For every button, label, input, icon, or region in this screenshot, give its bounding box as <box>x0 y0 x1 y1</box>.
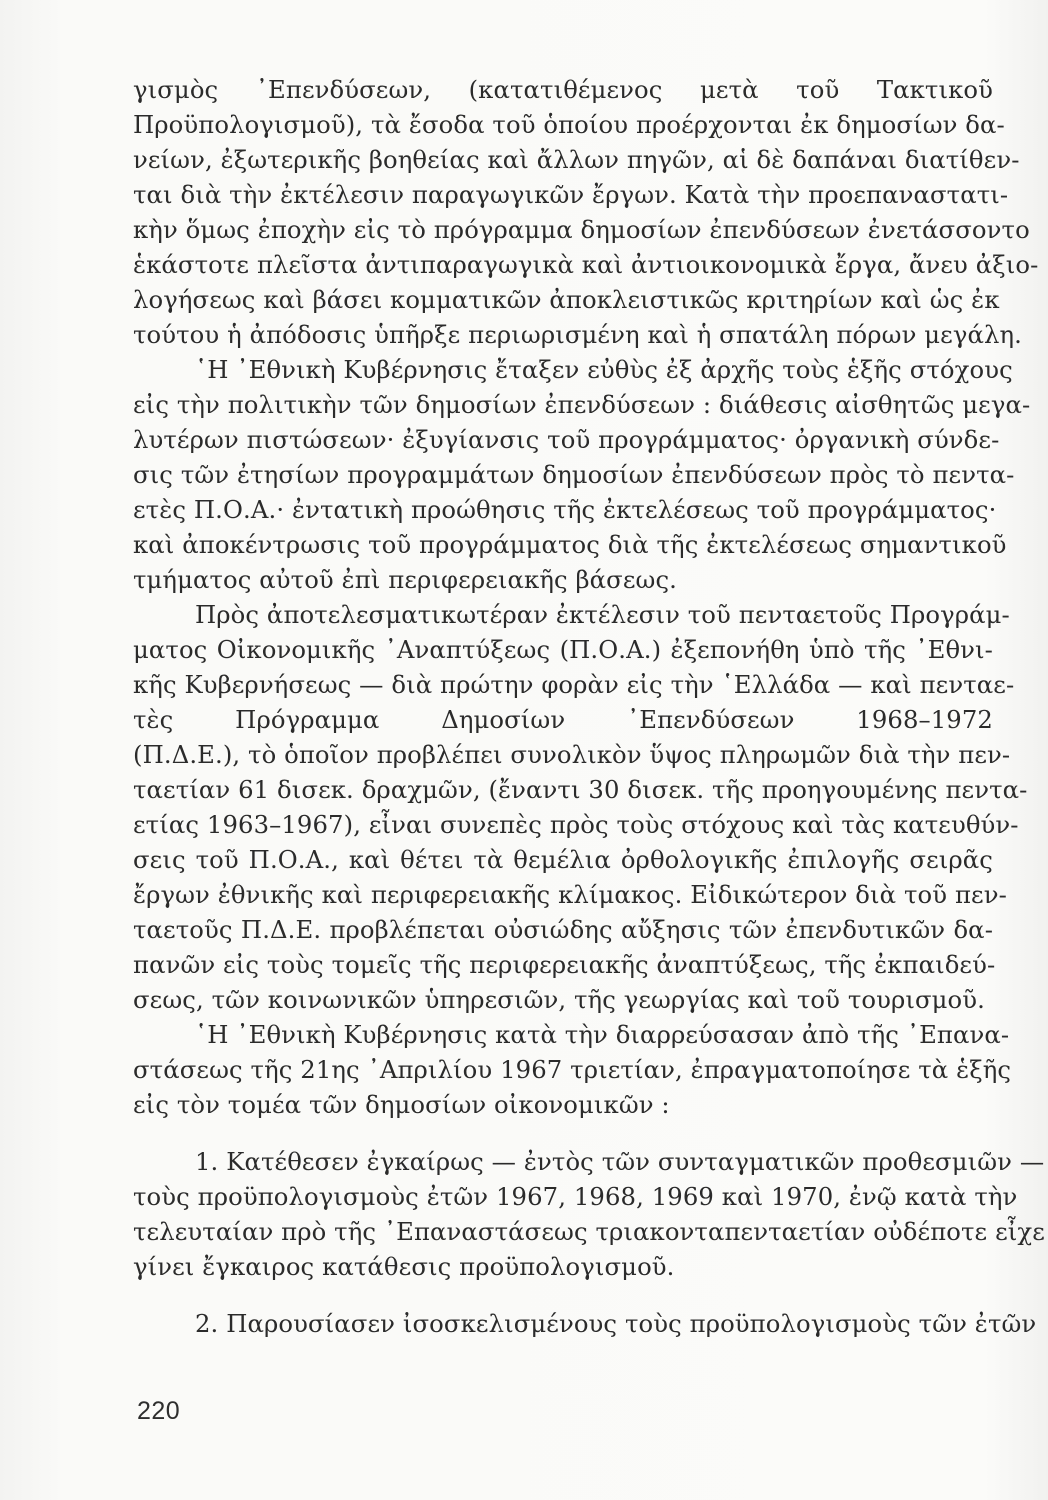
page-number: 220 <box>137 1397 181 1425</box>
text-line: πανῶν εἰς τοὺς τομεῖς τῆς περιφερειακῆς ἀναπτύξεως, τῆς ἐκπαιδεύ- <box>133 950 996 979</box>
text-line: τούτου ἡ ἀπόδοσις ὑπῆρξε περιωρισμένη καὶ ἡ σπατάλη πόρων μεγάλη. <box>133 320 1022 349</box>
text-line: κὴν ὅμως ἐποχὴν εἰς τὸ πρόγραμμα δημοσίων ἐπενδύσεων ἐνετάσσοντο <box>133 215 1030 244</box>
text-line: γισμὸς ᾿Επενδύσεων, (κατατιθέμενος μετὰ τοῦ Τακτικοῦ <box>133 75 993 104</box>
text-line: 1. Κατέθεσεν ἐγκαίρως — ἐντὸς τῶν συνταγματικῶν προθεσμιῶν — <box>195 1147 1045 1176</box>
text-line: καὶ ἀποκέντρωσις τοῦ προγράμματος διὰ τῆς ἐκτελέσεως σημαντικοῦ <box>133 530 1007 559</box>
text-line: εἰς τὴν πολιτικὴν τῶν δημοσίων ἐπενδύσεων : διάθεσις αἰσθητῶς μεγα- <box>133 390 1031 419</box>
paragraph-gap <box>133 1284 993 1306</box>
text-line: ται διὰ τὴν ἐκτέλεσιν παραγωγικῶν ἔργων. Κατὰ τὴν προεπαναστατι- <box>133 180 1009 209</box>
text-line: τελευταίαν πρὸ τῆς ᾿Επαναστάσεως τριακονταπενταετίαν οὐδέποτε εἶχε <box>133 1217 1045 1246</box>
text-line: κῆς Κυβερνήσεως — διὰ πρώτην φορὰν εἰς τὴν ῾Ελλάδα — καὶ πενταε- <box>133 670 1015 699</box>
text-line: λυτέρων πιστώσεων· ἐξυγίανσις τοῦ προγράμματος· ὀργανικὴ σύνδε- <box>133 425 1000 454</box>
text-line: σις τῶν ἐτησίων προγραμμάτων δημοσίων ἐπενδύσεων πρὸς τὸ πεντα- <box>133 460 1015 489</box>
text-line: σεως, τῶν κοινωνικῶν ὑπηρεσιῶν, τῆς γεωργίας καὶ τοῦ τουρισμοῦ. <box>133 985 985 1014</box>
text-line: νείων, ἐξωτερικῆς βοηθείας καὶ ἄλλων πηγῶν, αἱ δὲ δαπάναι διατίθεν- <box>133 145 1020 174</box>
page-body-text <box>133 72 1045 1341</box>
text-line: ῾Η ᾿Εθνικὴ Κυβέρνησις ἔταξεν εὐθὺς ἐξ ἀρχῆς τοὺς ἑξῆς στόχους <box>195 355 1013 384</box>
text-line: γίνει ἔγκαιρος κατάθεσις προϋπολογισμοῦ. <box>133 1252 675 1281</box>
text-line: 2. Παρουσίασεν ἰσοσκελισμένους τοὺς προϋπολογισμοὺς τῶν ἐτῶν <box>195 1309 1037 1338</box>
text-line: ἔργων ἐθνικῆς καὶ περιφερειακῆς κλίμακος. Εἰδικώτερον διὰ τοῦ πεν- <box>133 880 1007 909</box>
text-line: τὲς Πρόγραμμα Δημοσίων ᾿Επενδύσεων 1968–1972 <box>133 705 993 734</box>
text-line: στάσεως τῆς 21ης ᾿Απριλίου 1967 τριετίαν, ἐπραγματοποίησε τὰ ἑξῆς <box>133 1055 1012 1084</box>
text-line: ῾Η ᾿Εθνικὴ Κυβέρνησις κατὰ τὴν διαρρεύσασαν ἀπὸ τῆς ᾿Επανα- <box>195 1020 1010 1049</box>
text-line: ταετίαν 61 δισεκ. δραχμῶν, (ἔναντι 30 δισεκ. τῆς προηγουμένης πεντα- <box>133 775 1028 804</box>
text-line: (Π.Δ.Ε.), τὸ ὁποῖον προβλέπει συνολικὸν ὕψος πληρωμῶν διὰ τὴν πεν- <box>133 740 1011 769</box>
text-line: εἰς τὸν τομέα τῶν δημοσίων οἰκονομικῶν : <box>133 1090 670 1119</box>
text-line: ετὲς Π.Ο.Α.· ἐντατικὴ προώθησις τῆς ἐκτελέσεως τοῦ προγράμματος· <box>133 495 997 524</box>
text-line: Προϋπολογισμοῦ), τὰ ἔσοδα τοῦ ὁποίου προέρχονται ἐκ δημοσίων δα- <box>133 110 1005 139</box>
text-line: σεις τοῦ Π.Ο.Α., καὶ θέτει τὰ θεμέλια ὀρθολογικῆς ἐπιλογῆς σειρᾶς <box>133 845 993 874</box>
paragraph-gap <box>133 1122 993 1144</box>
text-line: ετίας 1963–1967), εἶναι συνεπὲς πρὸς τοὺς στόχους καὶ τὰς κατευθύν- <box>133 810 1019 839</box>
text-line: ταετοῦς Π.Δ.Ε. προβλέπεται οὐσιώδης αὔξησις τῶν ἐπενδυτικῶν δα- <box>133 915 993 944</box>
text-line: Πρὸς ἀποτελεσματικωτέραν ἐκτέλεσιν τοῦ πενταετοῦς Προγράμ- <box>195 600 1010 629</box>
text-line: τμήματος αὐτοῦ ἐπὶ περιφερειακῆς βάσεως. <box>133 565 678 594</box>
text-line: ἑκάστοτε πλεῖστα ἀντιπαραγωγικὰ καὶ ἀντιοικονομικὰ ἔργα, ἄνευ ἀξιο- <box>133 250 1039 279</box>
text-line: λογήσεως καὶ βάσει κομματικῶν ἀποκλειστικῶς κριτηρίων καὶ ὡς ἐκ <box>133 285 1000 314</box>
text-line: τοὺς προϋπολογισμοὺς ἐτῶν 1967, 1968, 1969 καὶ 1970, ἐνῷ κατὰ τὴν <box>133 1182 1018 1211</box>
text-line: ματος Οἰκονομικῆς ᾿Αναπτύξεως (Π.Ο.Α.) ἐξεπονήθη ὑπὸ τῆς ᾿Εθνι- <box>133 635 993 664</box>
